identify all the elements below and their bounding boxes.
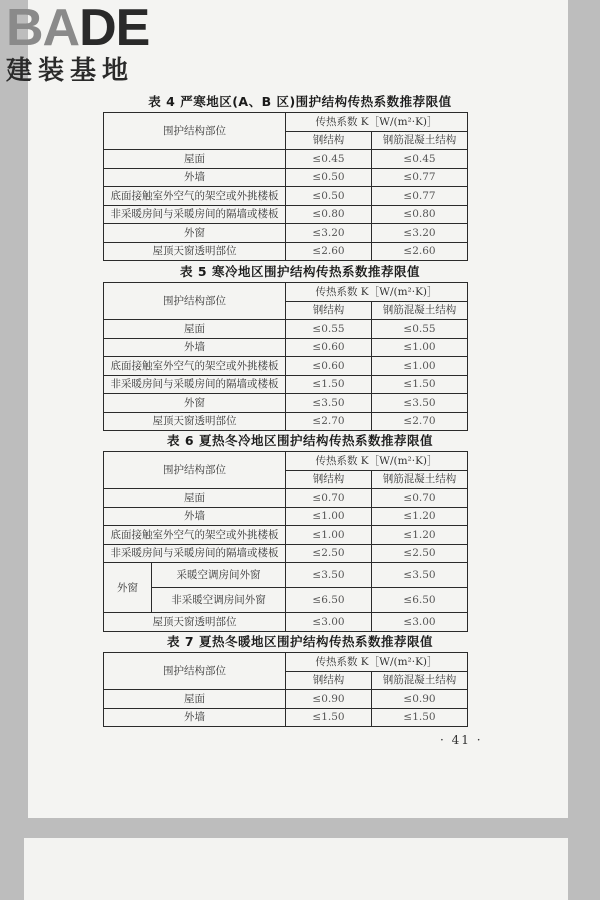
table-cell: ≤3.50 xyxy=(372,394,468,413)
table-cell: ≤0.45 xyxy=(372,150,468,169)
table-cell: ≤1.50 xyxy=(372,375,468,394)
table-cell: ≤0.77 xyxy=(372,187,468,206)
table-cell: 非采暖空调房间外窗 xyxy=(152,588,286,613)
table-cell: ≤2.70 xyxy=(286,412,372,431)
col-concrete: 钢筋混凝土结构 xyxy=(372,131,468,150)
table-cell: ≤3.50 xyxy=(286,394,372,413)
table-row xyxy=(104,150,468,169)
table-cell: ≤0.45 xyxy=(286,150,372,169)
brand-logo: BADE 建装基地 xyxy=(6,0,150,86)
table-cell: ≤6.50 xyxy=(286,588,372,613)
table-4-caption: 表 4 严寒地区(A、B 区)围护结构传热系数推荐限值 xyxy=(148,94,452,109)
table-cell: ≤1.50 xyxy=(286,375,372,394)
table-cell: ≤0.80 xyxy=(286,205,372,224)
table-cell: 非采暖房间与采暖房间的隔墙或楼板 xyxy=(104,544,286,563)
table-cell: 非采暖房间与采暖房间的隔墙或楼板 xyxy=(104,205,286,224)
table-cell: 屋面 xyxy=(104,690,286,709)
table-7 xyxy=(103,652,468,727)
table-cell: 屋面 xyxy=(104,320,286,339)
k-header: 传热系数 K［W/(m²·K)］ xyxy=(286,283,468,302)
col-steel: 钢结构 xyxy=(286,671,372,690)
table-row xyxy=(104,544,468,563)
table-cell: ≤2.70 xyxy=(372,412,468,431)
k-header: 传热系数 K［W/(m²·K)］ xyxy=(286,113,468,132)
table-row xyxy=(104,613,468,632)
table-row xyxy=(104,357,468,376)
table-row xyxy=(104,187,468,206)
table-cell: ≤0.55 xyxy=(372,320,468,339)
table-cell: 屋顶天窗透明部位 xyxy=(104,613,286,632)
col-concrete: 钢筋混凝土结构 xyxy=(372,671,468,690)
col-concrete: 钢筋混凝土结构 xyxy=(372,301,468,320)
table-cell: ≤2.60 xyxy=(372,242,468,261)
table-cell: 外墙 xyxy=(104,507,286,526)
table-cell: 底面接触室外空气的架空或外挑楼板 xyxy=(104,187,286,206)
table-cell: 外墙 xyxy=(104,168,286,187)
table-row xyxy=(104,690,468,709)
table-5 xyxy=(103,282,468,431)
table-row xyxy=(104,412,468,431)
table-cell: ≤2.50 xyxy=(372,544,468,563)
table-cell: ≤0.70 xyxy=(286,489,372,508)
table-cell: 底面接触室外空气的架空或外挑楼板 xyxy=(104,526,286,545)
table-row xyxy=(104,507,468,526)
table-row xyxy=(104,320,468,339)
table-cell: ≤3.00 xyxy=(372,613,468,632)
part-header: 围护结构部位 xyxy=(104,653,286,690)
table-6-caption: 表 6 夏热冬冷地区围护结构传热系数推荐限值 xyxy=(167,433,433,448)
table-row xyxy=(104,563,468,588)
table-cell: ≤0.50 xyxy=(286,168,372,187)
table-cell: ≤1.50 xyxy=(372,708,468,727)
table-cell: ≤3.20 xyxy=(286,224,372,243)
table-cell: ≤2.50 xyxy=(286,544,372,563)
table-row xyxy=(104,168,468,187)
table-row xyxy=(104,394,468,413)
table-cell: 屋面 xyxy=(104,150,286,169)
table-cell: ≤0.55 xyxy=(286,320,372,339)
table-cell: ≤1.00 xyxy=(372,338,468,357)
table-cell: ≤3.50 xyxy=(286,563,372,588)
table-row xyxy=(104,338,468,357)
table-cell: ≤1.00 xyxy=(286,526,372,545)
part-header: 围护结构部位 xyxy=(104,452,286,489)
table-cell: ≤1.20 xyxy=(372,526,468,545)
table-cell: 外墙 xyxy=(104,708,286,727)
table-cell: ≤0.77 xyxy=(372,168,468,187)
table-cell: 外墙 xyxy=(104,338,286,357)
table-6 xyxy=(103,451,468,632)
table-cell: ≤3.50 xyxy=(372,563,468,588)
table-cell: ≤2.60 xyxy=(286,242,372,261)
table-cell: 屋顶天窗透明部位 xyxy=(104,242,286,261)
part-header: 围护结构部位 xyxy=(104,283,286,320)
k-header: 传热系数 K［W/(m²·K)］ xyxy=(286,452,468,471)
table-row xyxy=(104,375,468,394)
col-steel: 钢结构 xyxy=(286,301,372,320)
table-row xyxy=(104,242,468,261)
table-cell: 外窗 xyxy=(104,224,286,243)
col-steel: 钢结构 xyxy=(286,470,372,489)
table-cell: ≤0.50 xyxy=(286,187,372,206)
table-cell: 非采暖房间与采暖房间的隔墙或楼板 xyxy=(104,375,286,394)
table-cell: ≤1.00 xyxy=(286,507,372,526)
table-cell: ≤1.20 xyxy=(372,507,468,526)
table-cell: ≤0.70 xyxy=(372,489,468,508)
table-cell: ≤0.60 xyxy=(286,357,372,376)
table-4 xyxy=(103,112,468,261)
part-header: 围护结构部位 xyxy=(104,113,286,150)
table-cell: ≤0.90 xyxy=(286,690,372,709)
table-cell: 采暖空调房间外窗 xyxy=(152,563,286,588)
table-row xyxy=(104,708,468,727)
k-header: 传热系数 K［W/(m²·K)］ xyxy=(286,653,468,672)
table-row xyxy=(104,205,468,224)
table-row xyxy=(104,588,468,613)
table-cell: ≤3.20 xyxy=(372,224,468,243)
col-steel: 钢结构 xyxy=(286,131,372,150)
table-cell: ≤3.00 xyxy=(286,613,372,632)
table-cell: ≤0.80 xyxy=(372,205,468,224)
table-cell: ≤1.00 xyxy=(372,357,468,376)
table-cell: 外窗 xyxy=(104,394,286,413)
table-cell: 屋面 xyxy=(104,489,286,508)
next-page-edge xyxy=(24,838,568,900)
table-cell: 底面接触室外空气的架空或外挑楼板 xyxy=(104,357,286,376)
table-cell: 屋顶天窗透明部位 xyxy=(104,412,286,431)
col-concrete: 钢筋混凝土结构 xyxy=(372,470,468,489)
table-7-caption: 表 7 夏热冬暖地区围护结构传热系数推荐限值 xyxy=(167,634,433,649)
table-row xyxy=(104,224,468,243)
table-cell: ≤6.50 xyxy=(372,588,468,613)
window-group-label: 外窗 xyxy=(104,563,152,613)
table-row xyxy=(104,526,468,545)
table-5-caption: 表 5 寒冷地区围护结构传热系数推荐限值 xyxy=(180,264,420,279)
table-cell: ≤1.50 xyxy=(286,708,372,727)
page-number: · 41 · xyxy=(440,733,483,747)
table-cell: ≤0.90 xyxy=(372,690,468,709)
table-cell: ≤0.60 xyxy=(286,338,372,357)
table-row xyxy=(104,489,468,508)
